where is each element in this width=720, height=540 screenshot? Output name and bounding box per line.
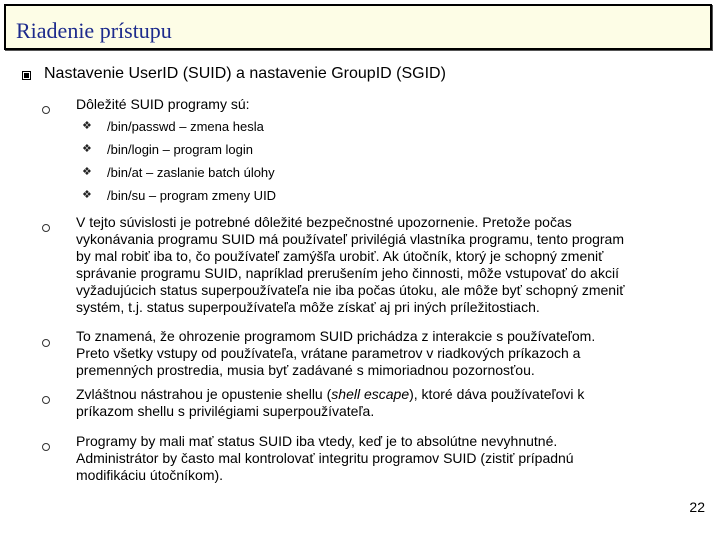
slide-title: Riadenie prístupu	[16, 18, 172, 43]
paragraph-line: by mal robiť iba to, čo používateľ zamýšľa urobiť. Ak útočník, ktorý je schopný zmeniť	[76, 248, 604, 264]
paragraph-line: Administrátor by často mal kontrolovať integritu programov SUID (zistiť prípadnú	[76, 450, 574, 466]
intro-text: Dôležité SUID programy sú:	[76, 96, 250, 112]
circle-bullet-icon	[42, 443, 50, 451]
paragraph-line: systém, t.j. status superpoužívateľa môže získať aj pri iných príležitostiach.	[76, 299, 540, 315]
circle-bullet-icon	[42, 396, 50, 404]
slide-heading: Nastavenie UserID (SUID) a nastavenie GroupID (SGID)	[44, 65, 446, 82]
program-item: /bin/at – zaslanie batch úlohy	[107, 165, 275, 180]
circle-bullet-icon	[42, 339, 50, 347]
paragraph-line: správanie programu SUID, napríklad prerušením jeho činnosti, môže vstupovať do akcií	[76, 265, 619, 281]
circle-bullet-icon	[42, 224, 50, 232]
diamond-bullet-icon: ❖	[82, 189, 92, 201]
slide-title-box	[4, 4, 712, 50]
paragraph-line: premenných prostredia, musia byť zadávané s mimoriadnou pozornosťou.	[76, 362, 535, 378]
diamond-bullet-icon: ❖	[82, 166, 92, 178]
paragraph-line: To znamená, že ohrozenie programom SUID prichádza z interakcie s používateľom.	[76, 328, 596, 344]
paragraph-line: vyžadujúcich status superpoužívateľa nie iba počas útoku, ale môže byť schopný zmeniť	[76, 282, 625, 298]
paragraph-line: Preto všetky vstupy od používateľa, vrátane parametrov v riadkových príkazoch a	[76, 345, 581, 361]
paragraph-line: príkazom shellu s privilégiami superpoužívateľa.	[76, 403, 375, 419]
paragraph-line: V tejto súvislosti je potrebné dôležité bezpečnostné upozornenie. Pretože počas	[76, 214, 572, 230]
diamond-bullet-icon: ❖	[82, 143, 92, 155]
paragraph-line: Programy by mali mať status SUID iba vtedy, keď je to absolútne nevyhnutné.	[76, 433, 558, 449]
paragraph-line: vykonávania programu SUID má používateľ privilégiá vlastníka programu, tento program	[76, 231, 625, 247]
paragraph-user-input	[76, 328, 698, 379]
square-bullet-icon	[22, 71, 31, 80]
text-span: Zvláštnou nástrahou je opustenie shellu (	[76, 386, 332, 402]
program-item: /bin/su – program zmeny UID	[107, 188, 277, 203]
italic-term: shell escape	[331, 386, 410, 402]
paragraph-line: modifikáciu útočníkom).	[76, 467, 224, 483]
paragraph-security-warning	[76, 214, 698, 316]
paragraph-suid-policy	[76, 433, 698, 484]
page-number: 22	[689, 499, 705, 515]
paragraph-shell-escape	[76, 386, 698, 420]
paragraph-line	[76, 386, 698, 403]
circle-bullet-icon	[42, 106, 50, 114]
diamond-bullet-icon: ❖	[82, 120, 92, 132]
program-item: /bin/passwd – zmena hesla	[107, 119, 264, 134]
text-span: ), ktoré dáva používateľovi k	[409, 386, 585, 402]
program-item: /bin/login – program login	[107, 142, 253, 157]
